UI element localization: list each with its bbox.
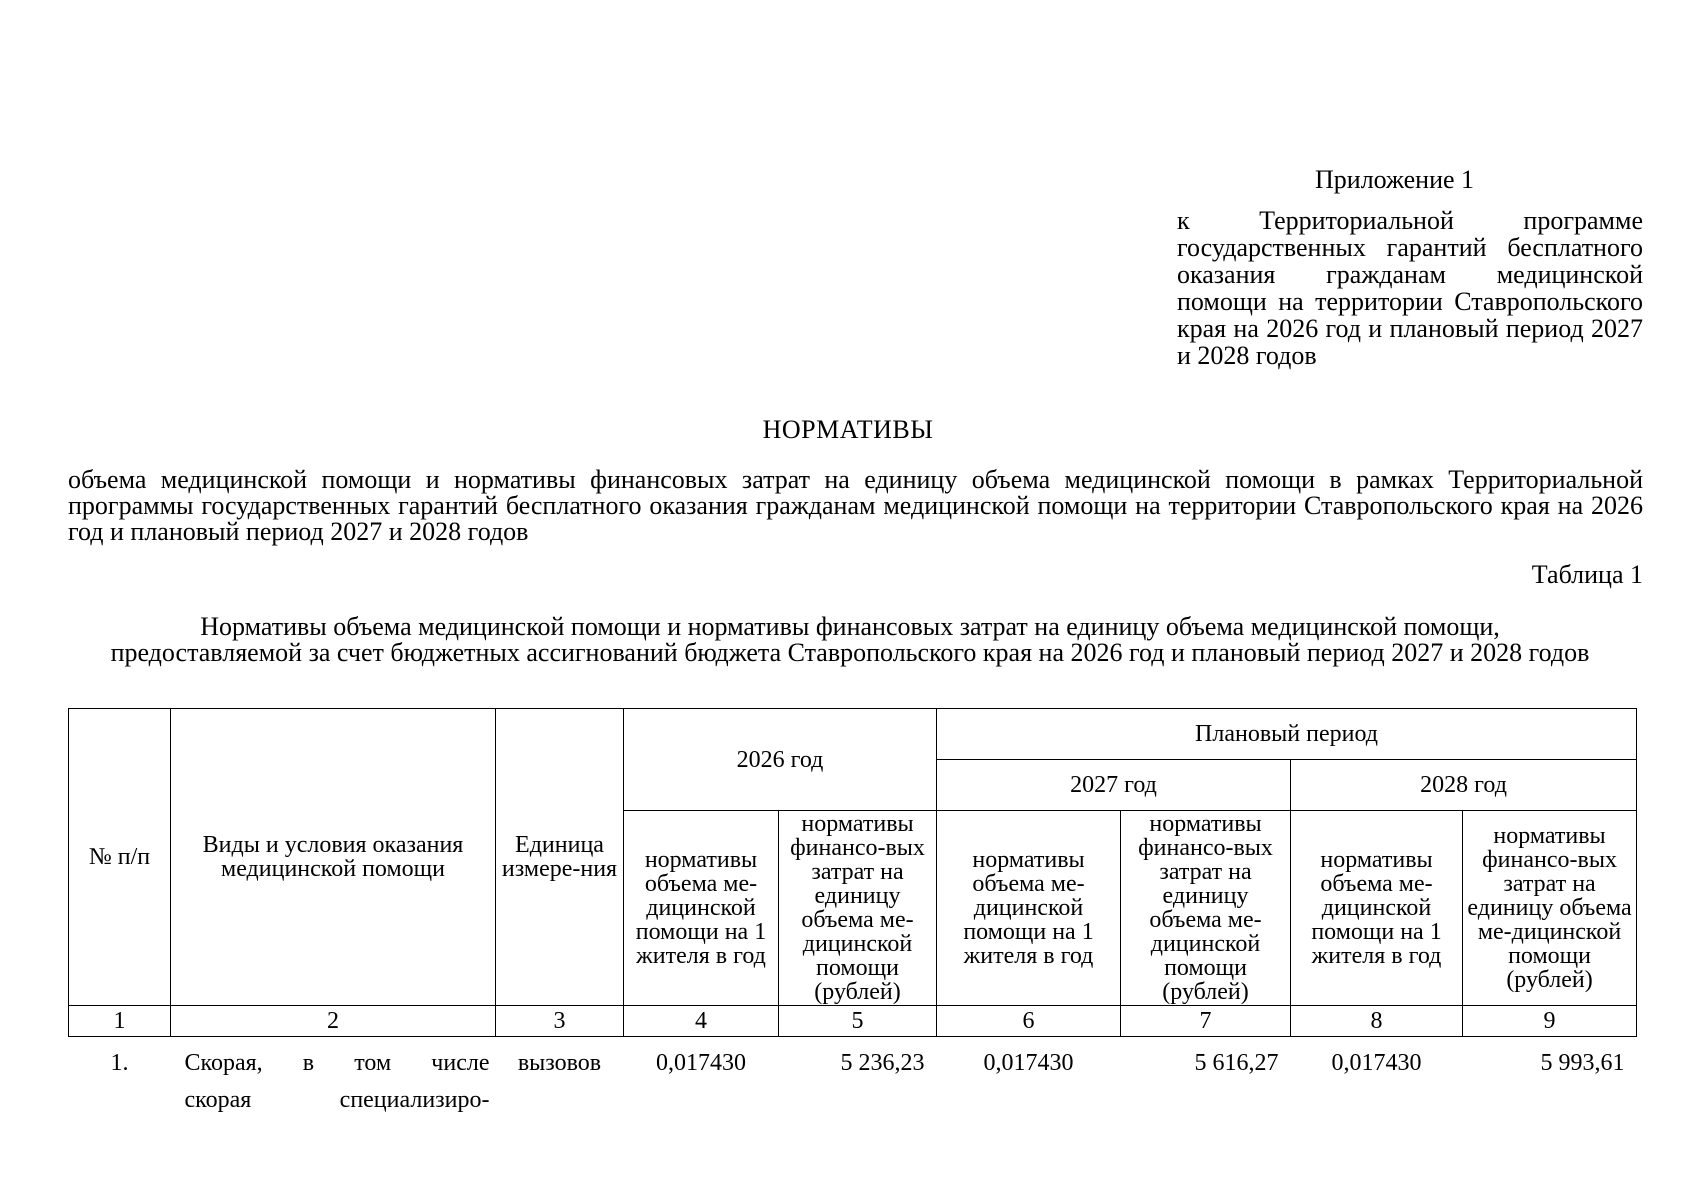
- appendix-text: к Территориальной программе государственных гарантий бесплатного оказания гражданам медицинской помощи на территории Ставропольского края на 2026 год и плановый период 2027 и 2028 годов: [1177, 206, 1643, 370]
- row-unit: вызовов: [517, 1050, 602, 1076]
- row-volume-2028: 0,017430: [1331, 1050, 1422, 1076]
- column-number: 2: [171, 1006, 496, 1037]
- column-number: 1: [69, 1006, 171, 1037]
- header-cost-2028: нормативы финансо-вых затрат на единицу объема ме-дицинской помощи (рублей): [1463, 811, 1637, 1006]
- header-year-2026: 2026 год: [624, 709, 937, 811]
- header-volume-2027: нормативы объема ме-дицинской помощи на 1 жителя в год: [937, 811, 1121, 1006]
- document-title: НОРМАТИВЫ: [762, 415, 934, 444]
- table-row: [69, 1037, 1637, 1121]
- norms-table: [68, 708, 1637, 1120]
- header-year-2027: 2027 год: [937, 760, 1291, 811]
- document-subtitle: объема медицинской помощи и нормативы финансовых затрат на единицу объема медицинской помощи в рамках Территориальной программы государственных гарантий бесплатного оказания гражданам медицинской помощи на территории Ставропольского края на 2026 год и плановый период 2027 и 2028 годов: [68, 465, 1643, 546]
- row-cost-2027: 5 616,27: [1194, 1050, 1279, 1076]
- column-number: 7: [1121, 1006, 1291, 1037]
- header-cost-2026: нормативы финансо-вых затрат на единицу объема ме-дицинской помощи (рублей): [779, 811, 937, 1006]
- column-number: 4: [624, 1006, 779, 1037]
- column-number: 6: [937, 1006, 1121, 1037]
- row-cost-2028: 5 993,61: [1540, 1050, 1625, 1076]
- row-kind-line1: Скорая, в том числе: [184, 1050, 490, 1076]
- column-number: 5: [779, 1006, 937, 1037]
- header-unit: Единица измере-ния: [496, 709, 624, 1006]
- header-planned-period: Плановый период: [937, 709, 1637, 760]
- appendix-block: [1177, 166, 1643, 369]
- header-year-2028: 2028 год: [1291, 760, 1637, 811]
- row-volume-2027: 0,017430: [983, 1050, 1074, 1076]
- header-volume-2028: нормативы объема ме-дицинской помощи на 1 жителя в год: [1291, 811, 1463, 1006]
- row-num: 1.: [110, 1050, 129, 1076]
- column-number: 3: [496, 1006, 624, 1037]
- header-cost-2027: нормативы финансо-вых затрат на единицу объема ме-дицинской помощи (рублей): [1121, 811, 1291, 1006]
- table-caption: Нормативы объема медицинской помощи и нормативы финансовых затрат на единицу объема медицинской помощи, предоставляемой за счет бюджетных ассигнований бюджета Ставропольского края на 2026 год и плановый период 2027 и 2028 годов: [110, 612, 1590, 667]
- header-volume-2026: нормативы объема ме-дицинской помощи на 1 жителя в год: [624, 811, 779, 1006]
- column-number: 9: [1463, 1006, 1637, 1037]
- column-number: 8: [1291, 1006, 1463, 1037]
- appendix-title: Приложение 1: [1315, 165, 1475, 194]
- header-num: № п/п: [69, 709, 171, 1006]
- column-numbers-row: [69, 1006, 1637, 1037]
- row-kind-line2: скорая специализиро-: [184, 1087, 490, 1113]
- header-kind: Виды и условия оказания медицинской помощи: [171, 709, 496, 1006]
- table-label: Таблица 1: [1531, 560, 1643, 589]
- row-cost-2026: 5 236,23: [840, 1050, 925, 1076]
- row-kind: [171, 1037, 496, 1121]
- row-volume-2026: 0,017430: [656, 1050, 746, 1076]
